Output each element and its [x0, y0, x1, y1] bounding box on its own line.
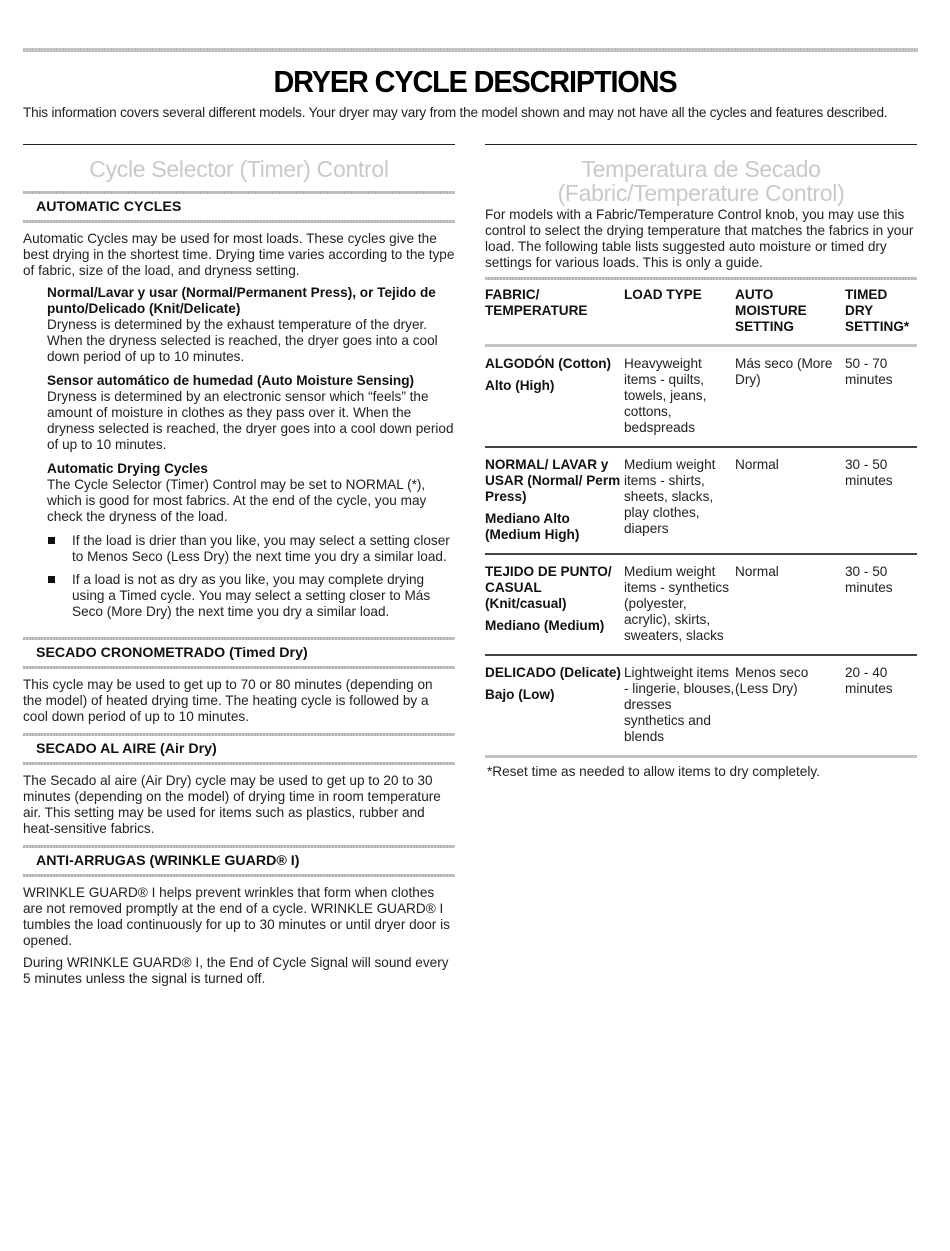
cycle-selector-column: [23, 144, 455, 987]
page-title: DRYER CYCLE DESCRIPTIONS: [273, 64, 677, 99]
table-footnote: *Reset time as needed to allow items to dry completely.: [487, 764, 820, 779]
heading-timed-dry: SECADO CRONOMETRADO (Timed Dry): [36, 645, 308, 661]
air-dry-text: The Secado al aire (Air Dry) cycle may be used to get up to 20 to 30 minutes (depending on the model) of drying time in room temperature air. This setting may be used for items such as plastics, rubber and heat-sensitive fabrics.: [23, 773, 441, 836]
automatic-item: [23, 461, 455, 525]
automatic-cycles-intro: Automatic Cycles may be used for most loads. These cycles give the best drying in the shortest time. Drying time varies according to the type of fabric, size of the load, and dryness setting.: [23, 231, 455, 278]
heading-air-dry: SECADO AL AIRE (Air Dry): [36, 741, 217, 757]
table-row: [485, 447, 917, 554]
automatic-item-text: Dryness is determined by the exhaust temperature of the dryer. When the dryness selected is reached, the dryer goes into a cool down period of up to 10 minutes.: [47, 317, 438, 364]
automatic-item-title: Automatic Drying Cycles: [47, 461, 208, 476]
auto-moisture-cell: Normal: [735, 457, 779, 472]
load-type-cell: Medium weight items - synthetics (polyester, acrylic), skirts, sweaters, slacks: [624, 564, 729, 643]
section-title-cycle-selector: Cycle Selector (Timer) Control: [89, 156, 389, 182]
automatic-item-text: The Cycle Selector (Timer) Control may be set to NORMAL (*), which is good for most fabrics. At the end of the cycle, you may check the dryness of the load.: [47, 477, 427, 524]
table-row: [485, 655, 917, 757]
timed-dry-cell: 30 - 50 minutes: [845, 564, 893, 595]
timed-dry-cell: 30 - 50 minutes: [845, 457, 893, 488]
automatic-item-text: Dryness is determined by an electronic sensor which “feels” the amount of moisture in clothes as they pass over it. When the dryness selected is reached, the dryer goes into a cool down period of up to 10 minutes.: [47, 389, 454, 452]
section-title-fabric-temperature: Temperatura de Secado (Fabric/Temperature Control): [557, 156, 845, 206]
column-header-fabric: FABRIC/ TEMPERATURE: [485, 287, 588, 318]
automatic-item-title: Normal/Lavar y usar (Normal/Permanent Press), or Tejido de punto/Delicado (Knit/Delicate): [47, 285, 436, 316]
automatic-tips-list: [47, 533, 455, 620]
automatic-item: [23, 285, 455, 365]
load-type-cell: Heavyweight items - quilts, towels, jeans, cottons, bedspreads: [624, 356, 707, 435]
auto-moisture-cell: Más seco (More Dry): [735, 356, 833, 387]
load-type-cell: Medium weight items - shirts, sheets, slacks, play clothes, diapers: [624, 457, 716, 536]
auto-moisture-cell: Menos seco (Less Dry): [735, 665, 809, 696]
bullet-square-icon: [48, 537, 55, 544]
list-item: If a load is not as dry as you like, you may complete drying using a Timed cycle. You may select a setting closer to Más Seco (More Dry) the next time you dry a similar load.: [47, 572, 455, 620]
column-header-load-type: LOAD TYPE: [624, 287, 702, 302]
heading-wrinkle-guard: ANTI-ARRUGAS (WRINKLE GUARD® I): [36, 853, 300, 869]
fabric-temperature-intro: For models with a Fabric/Temperature Control knob, you may use this control to select the drying temperature that matches the fabrics in your load. The following table lists suggested auto moisture or timed dry settings for various loads. This is only a guide.: [485, 207, 914, 270]
auto-moisture-cell: Normal: [735, 564, 779, 579]
bullet-square-icon: [48, 576, 55, 583]
list-item: If the load is drier than you like, you may select a setting closer to Menos Seco (Less Dry) the next time you dry a similar load.: [47, 533, 455, 565]
top-divider: [23, 48, 918, 52]
table-row: [485, 346, 917, 448]
timed-dry-cell: 50 - 70 minutes: [845, 356, 893, 387]
table-row: [485, 554, 917, 655]
heading-automatic-cycles: AUTOMATIC CYCLES: [36, 199, 182, 215]
page-intro: This information covers several different models. Your dryer may vary from the model shown and may not have all the cycles and features described.: [23, 105, 888, 120]
timed-dry-text: This cycle may be used to get up to 70 or 80 minutes (depending on the model) of heated drying time. The heating cycle is followed by a cool down period of up to 10 minutes.: [23, 677, 433, 724]
fabric-settings-table: [485, 280, 917, 758]
wrinkle-guard-text: WRINKLE GUARD® I helps prevent wrinkles that form when clothes are not removed promptly at the end of a cycle. WRINKLE GUARD® I tumbles the load continuously for up to 30 minutes or until dryer door is opened.: [23, 885, 450, 948]
fabric-cell: TEJIDO DE PUNTO/ CASUAL (Knit/casual) Mediano (Medium): [485, 564, 612, 633]
fabric-cell: DELICADO (Delicate) Bajo (Low): [485, 665, 621, 702]
automatic-item: [23, 373, 455, 453]
fabric-cell: ALGODÓN (Cotton) Alto (High): [485, 356, 612, 393]
load-type-cell: Lightweight items - lingerie, blouses, dresses synthetics and blends: [624, 665, 735, 744]
fabric-temperature-column: [485, 144, 917, 780]
timed-dry-cell: 20 - 40 minutes: [845, 665, 893, 696]
table-header-row: [485, 280, 917, 346]
wrinkle-guard-signal-text: During WRINKLE GUARD® I, the End of Cycle Signal will sound every 5 minutes unless the signal is turned off.: [23, 955, 449, 986]
column-header-timed-dry: TIMED DRY SETTING*: [845, 287, 910, 334]
automatic-item-title: Sensor automático de humedad (Auto Moisture Sensing): [47, 373, 415, 388]
column-header-auto-moisture: AUTO MOISTURE SETTING: [735, 287, 807, 334]
fabric-cell: NORMAL/ LAVAR y USAR (Normal/ Perm Press) Mediano Alto (Medium High): [485, 457, 621, 542]
